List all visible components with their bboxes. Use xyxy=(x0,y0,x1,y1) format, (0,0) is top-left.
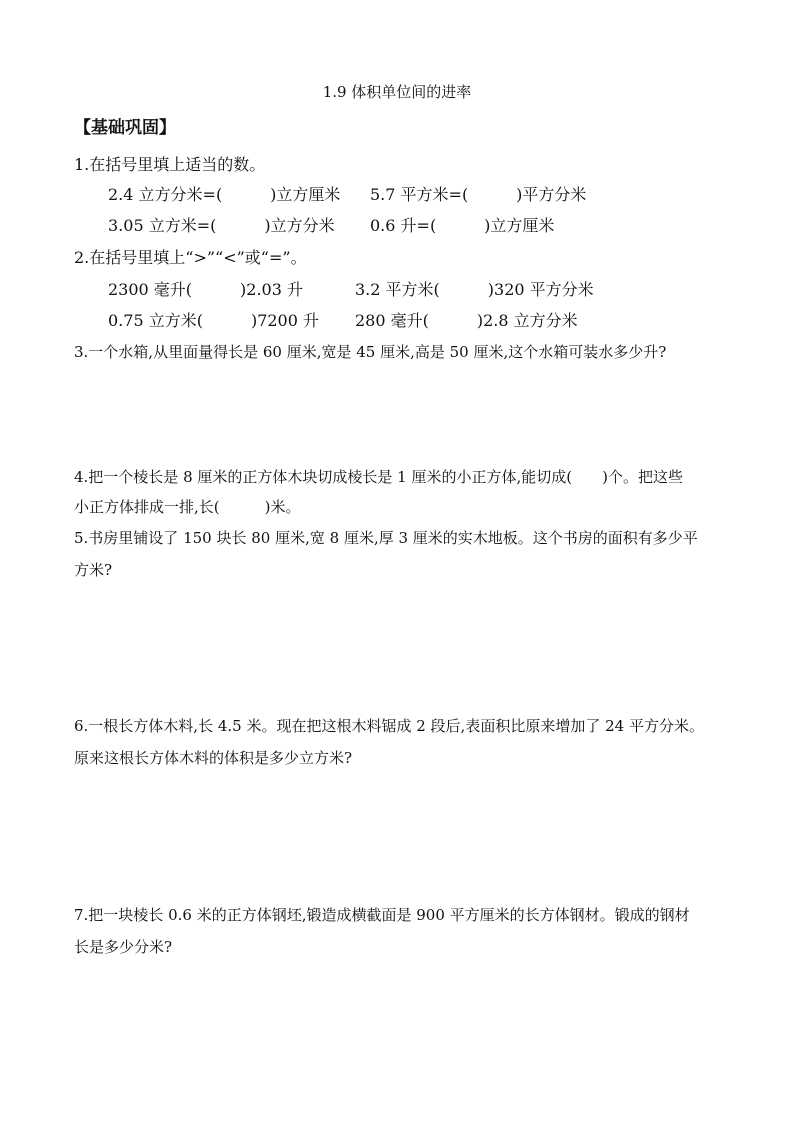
question-2-item-2: 3.2 平方米( )320 平方分米 xyxy=(355,280,594,299)
question-4-line-2: 小正方体排成一排,长( )米。 xyxy=(74,498,301,516)
question-1-item-3: 3.05 立方米=( )立方分米 xyxy=(108,216,335,235)
question-6-line-2: 原来这根长方体木料的体积是多少立方米? xyxy=(74,749,353,767)
question-1-item-1: 2.4 立方分米=( )立方厘米 xyxy=(108,185,341,204)
question-5-line-1: 5.书房里铺设了 150 块长 80 厘米,宽 8 厘米,厚 3 厘米的实木地板。这个书房的面积有多少平 xyxy=(74,529,698,547)
question-5-line-2: 方米? xyxy=(74,561,113,579)
question-3-text: 3.一个水箱,从里面量得长是 60 厘米,宽是 45 厘米,高是 50 厘米,这个水箱可装水多少升? xyxy=(74,343,667,361)
question-6-line-1: 6.一根长方体木料,长 4.5 米。现在把这根木料锯成 2 段后,表面积比原来增加了 24 平方分米。 xyxy=(74,717,704,735)
section-heading: 【基础巩固】 xyxy=(74,118,176,138)
question-1-text: 1.在括号里填上适当的数。 xyxy=(74,155,266,174)
question-4-line-1: 4.把一个棱长是 8 厘米的正方体木块切成棱长是 1 厘米的小正方体,能切成( )个。把这些 xyxy=(74,468,683,486)
question-2-item-4: 280 毫升( )2.8 立方分米 xyxy=(355,311,578,330)
question-2-text: 2.在括号里填上“>”“<”或“=”。 xyxy=(74,248,307,267)
question-1-item-4: 0.6 升=( )立方厘米 xyxy=(370,216,555,235)
question-2-item-1: 2300 毫升( )2.03 升 xyxy=(108,280,304,299)
question-7-line-1: 7.把一块棱长 0.6 米的正方体钢坯,锻造成横截面是 900 平方厘米的长方体钢材。锻成的钢材 xyxy=(74,906,690,924)
question-1-item-2: 5.7 平方米=( )平方分米 xyxy=(370,185,587,204)
question-2-item-3: 0.75 立方米( )7200 升 xyxy=(108,311,320,330)
question-7-line-2: 长是多少分米? xyxy=(74,938,173,956)
page-title: 1.9 体积单位间的进率 xyxy=(322,83,472,101)
